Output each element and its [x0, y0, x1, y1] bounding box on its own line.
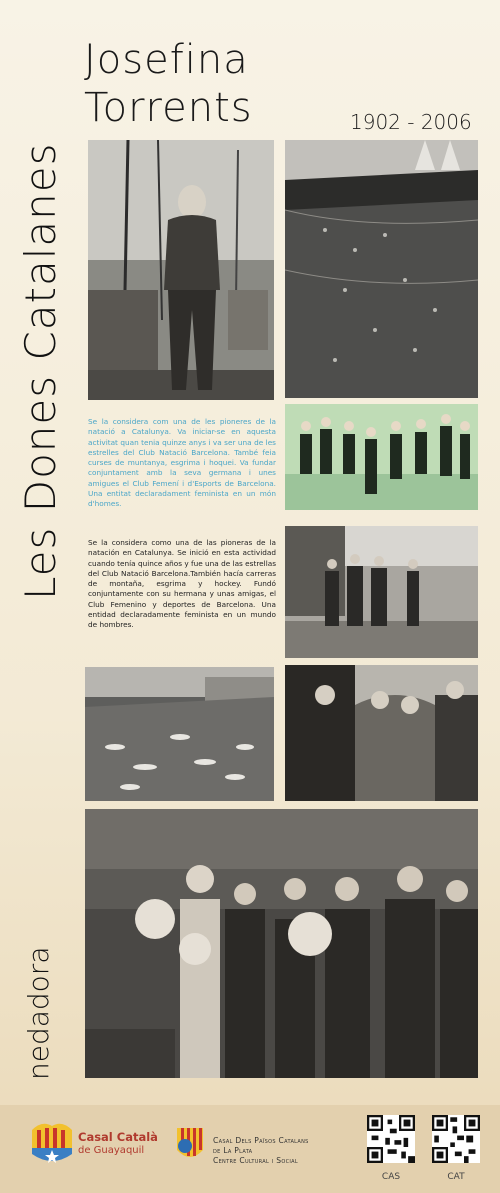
casal-paisos-catalans-name	[213, 1136, 309, 1166]
series-title: Les Dones Catalanes	[16, 142, 65, 600]
biography-catalan: Se la considera com una de les pioneres de la natació a Catalunya. Va iniciar-se en aquesta activitat quan tenia quinze anys i va ser una de les estrelles del Club Natació Barcelona. També feia curses de muntanya, esgrima i hoquei. Va fundar conjuntament amb la seva germana i unes amigues el Club Femení i d'Esports de Barcelona. Una entitat declaradament feminista en un món d'homes.	[88, 417, 276, 509]
biography-spanish: Se la considera como una de las pioneras de la natación en Catalunya. Se inició en esta actividad cuando tenía quince años y fue una de las estrellas del Club Natació Barcelona.También hacía carreras de montaña, esgrima y hockey. Fundó conjuntamente con su hermana y unas amigas, el Club Femenino y deportes de Barcelona. Una entidad declaradamente feminista en un mundo de hombres.	[88, 538, 276, 630]
photo-portrait-harbor	[88, 140, 274, 400]
casal-catala-logo-icon	[32, 1120, 72, 1166]
qr-label-cat: CAT	[447, 1172, 465, 1182]
qr-code-cat-icon[interactable]	[432, 1115, 480, 1163]
photo-group-pier	[285, 526, 478, 658]
photo-swimmers-group	[285, 404, 478, 510]
photo-celebration-flowers	[85, 809, 478, 1078]
first-name: Josefina	[84, 37, 249, 83]
qr-label-cas: CAS	[381, 1172, 401, 1182]
life-years: 1902 - 2006	[350, 110, 472, 134]
photo-swim-race-port	[285, 140, 478, 398]
org1-subtitle: de Guayaquil	[78, 1145, 145, 1156]
org1-name: Casal Català	[78, 1130, 158, 1144]
org2-line2: de La Plata	[213, 1146, 253, 1155]
profession-label: nedadora	[22, 946, 55, 1080]
org2-line1: Casal Dels Països Catalans	[213, 1136, 309, 1145]
photo-harbor-boats	[85, 667, 274, 801]
qr-code-cas-icon[interactable]	[367, 1115, 415, 1163]
casal-catala-name	[78, 1131, 158, 1157]
org2-line3: Centre Cultural i Social	[213, 1156, 298, 1165]
last-name: Torrents	[84, 85, 253, 131]
photo-crowd-greeting	[285, 665, 478, 801]
casal-paisos-catalans-logo-icon	[173, 1124, 207, 1164]
